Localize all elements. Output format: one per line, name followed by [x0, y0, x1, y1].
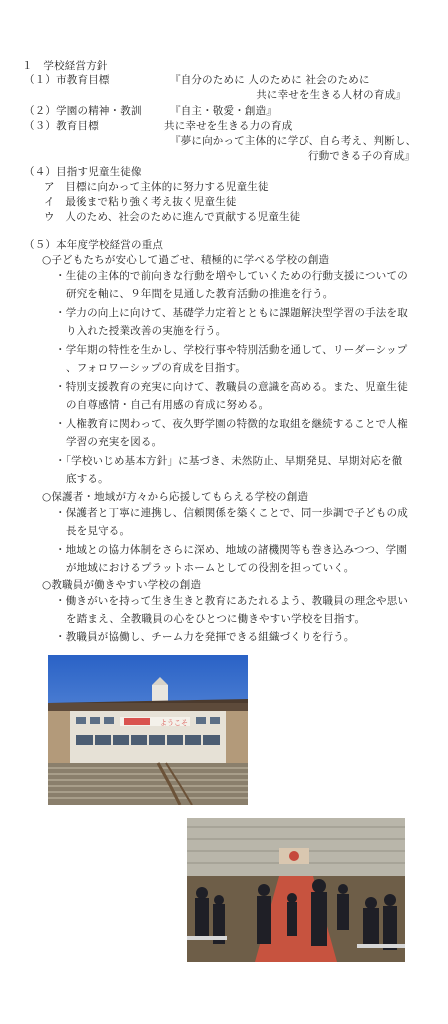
- section-heading: （４）目指す児童生徒像: [24, 166, 142, 178]
- bullet-line: の自尊感情・自己有用感の育成に努める。: [66, 399, 270, 411]
- bullet-line: ・学年期の特性を生かし、学校行事や特別活動を通して、リーダーシップ: [55, 344, 408, 356]
- bullet-line: ・保護者と丁寧に連携し、信頼関係を築くことで、同一歩調で子どもの成: [55, 507, 408, 519]
- welcome-banner-text: ようこそ: [160, 719, 188, 727]
- bullet-line: り入れた授業改善の実施を行う。: [66, 325, 227, 337]
- bullet-line: 底する。: [66, 473, 109, 485]
- bullet-line: 学習の充実を図る。: [66, 436, 163, 448]
- group-title: ○教職員が働きやすい学校の創造: [42, 579, 202, 591]
- list-item: ウ 人のため、社会のために進んで貢献する児童生徒: [44, 211, 301, 223]
- ceremony-photo: [187, 818, 405, 962]
- list-item: ア 目標に向かって主体的に努力する児童生徒: [44, 181, 269, 193]
- item-text: 行動できる子の育成』: [308, 150, 415, 162]
- bullet-line: ・「学校いじめ基本方針」に基づき、未然防止、早期発見、早期対応を徹: [55, 455, 403, 467]
- bullet-line: が地域におけるプラットホームとしての役割を担っていく。: [66, 562, 355, 574]
- section-heading: １ 学校経営方針: [22, 60, 108, 72]
- list-item: イ 最後まで粘り強く考え抜く児童生徒: [44, 196, 237, 208]
- group-title: ○子どもたちが安心して過ごせ、積極的に学べる学校の創造: [42, 254, 330, 266]
- bullet-line: ・特別支援教育の充実に向けて、教職員の意識を高める。また、児童生徒: [55, 381, 408, 393]
- section-heading: （５）本年度学校経営の重点: [24, 239, 164, 251]
- bullet-line: 長を見守る。: [66, 525, 131, 537]
- item-label: （２）学園の精神・教訓: [24, 105, 142, 117]
- bullet-line: ・人権教育に関わって、夜久野学園の特徴的な取組を継続することで人権: [55, 418, 408, 430]
- bullet-line: ・学力の向上に向けて、基礎学力定着とともに課題解決型学習の手法を取: [55, 307, 408, 319]
- bullet-line: ・生徒の主体的で前向きな行動を増やしていくための行動支援についての: [55, 270, 408, 282]
- group-title: ○保護者・地域が方々から応援してもらえる学校の創造: [42, 491, 309, 503]
- bullet-line: 研究を軸に、９年間を見通した教育活動の推進を行う。: [66, 288, 334, 300]
- bullet-line: 、フォロワーシップの育成を目指す。: [66, 362, 247, 374]
- item-label: （１）市教育目標: [24, 74, 110, 86]
- bullet-line: ・教職員が協働し、チーム力を発揮できる組織づくりを行う。: [55, 631, 355, 643]
- bullet-line: ・働きがいを持って生き生きと教育にあたれるよう、教職員の理念や思い: [55, 595, 409, 607]
- school-building-photo: [48, 655, 248, 805]
- item-text: 『自分のために 人のために 社会のために: [170, 74, 370, 86]
- item-text: 『自主・敬愛・創造』: [170, 105, 277, 117]
- bullet-line: を踏まえ、全教職員の心をひとつに働きやすい学校を目指す。: [66, 613, 366, 625]
- item-text: 『夢に向かって主体的に学び、自ら考え、判断し、: [170, 135, 417, 147]
- item-text: 共に幸せを生きる人材の育成』: [256, 89, 406, 101]
- bullet-line: ・地域との協力体制をさらに深め、地域の諸機関等も巻き込みつつ、学園: [55, 544, 408, 556]
- item-label: （３）教育目標: [24, 120, 99, 132]
- item-text: 共に幸せを生きる力の育成: [164, 120, 293, 132]
